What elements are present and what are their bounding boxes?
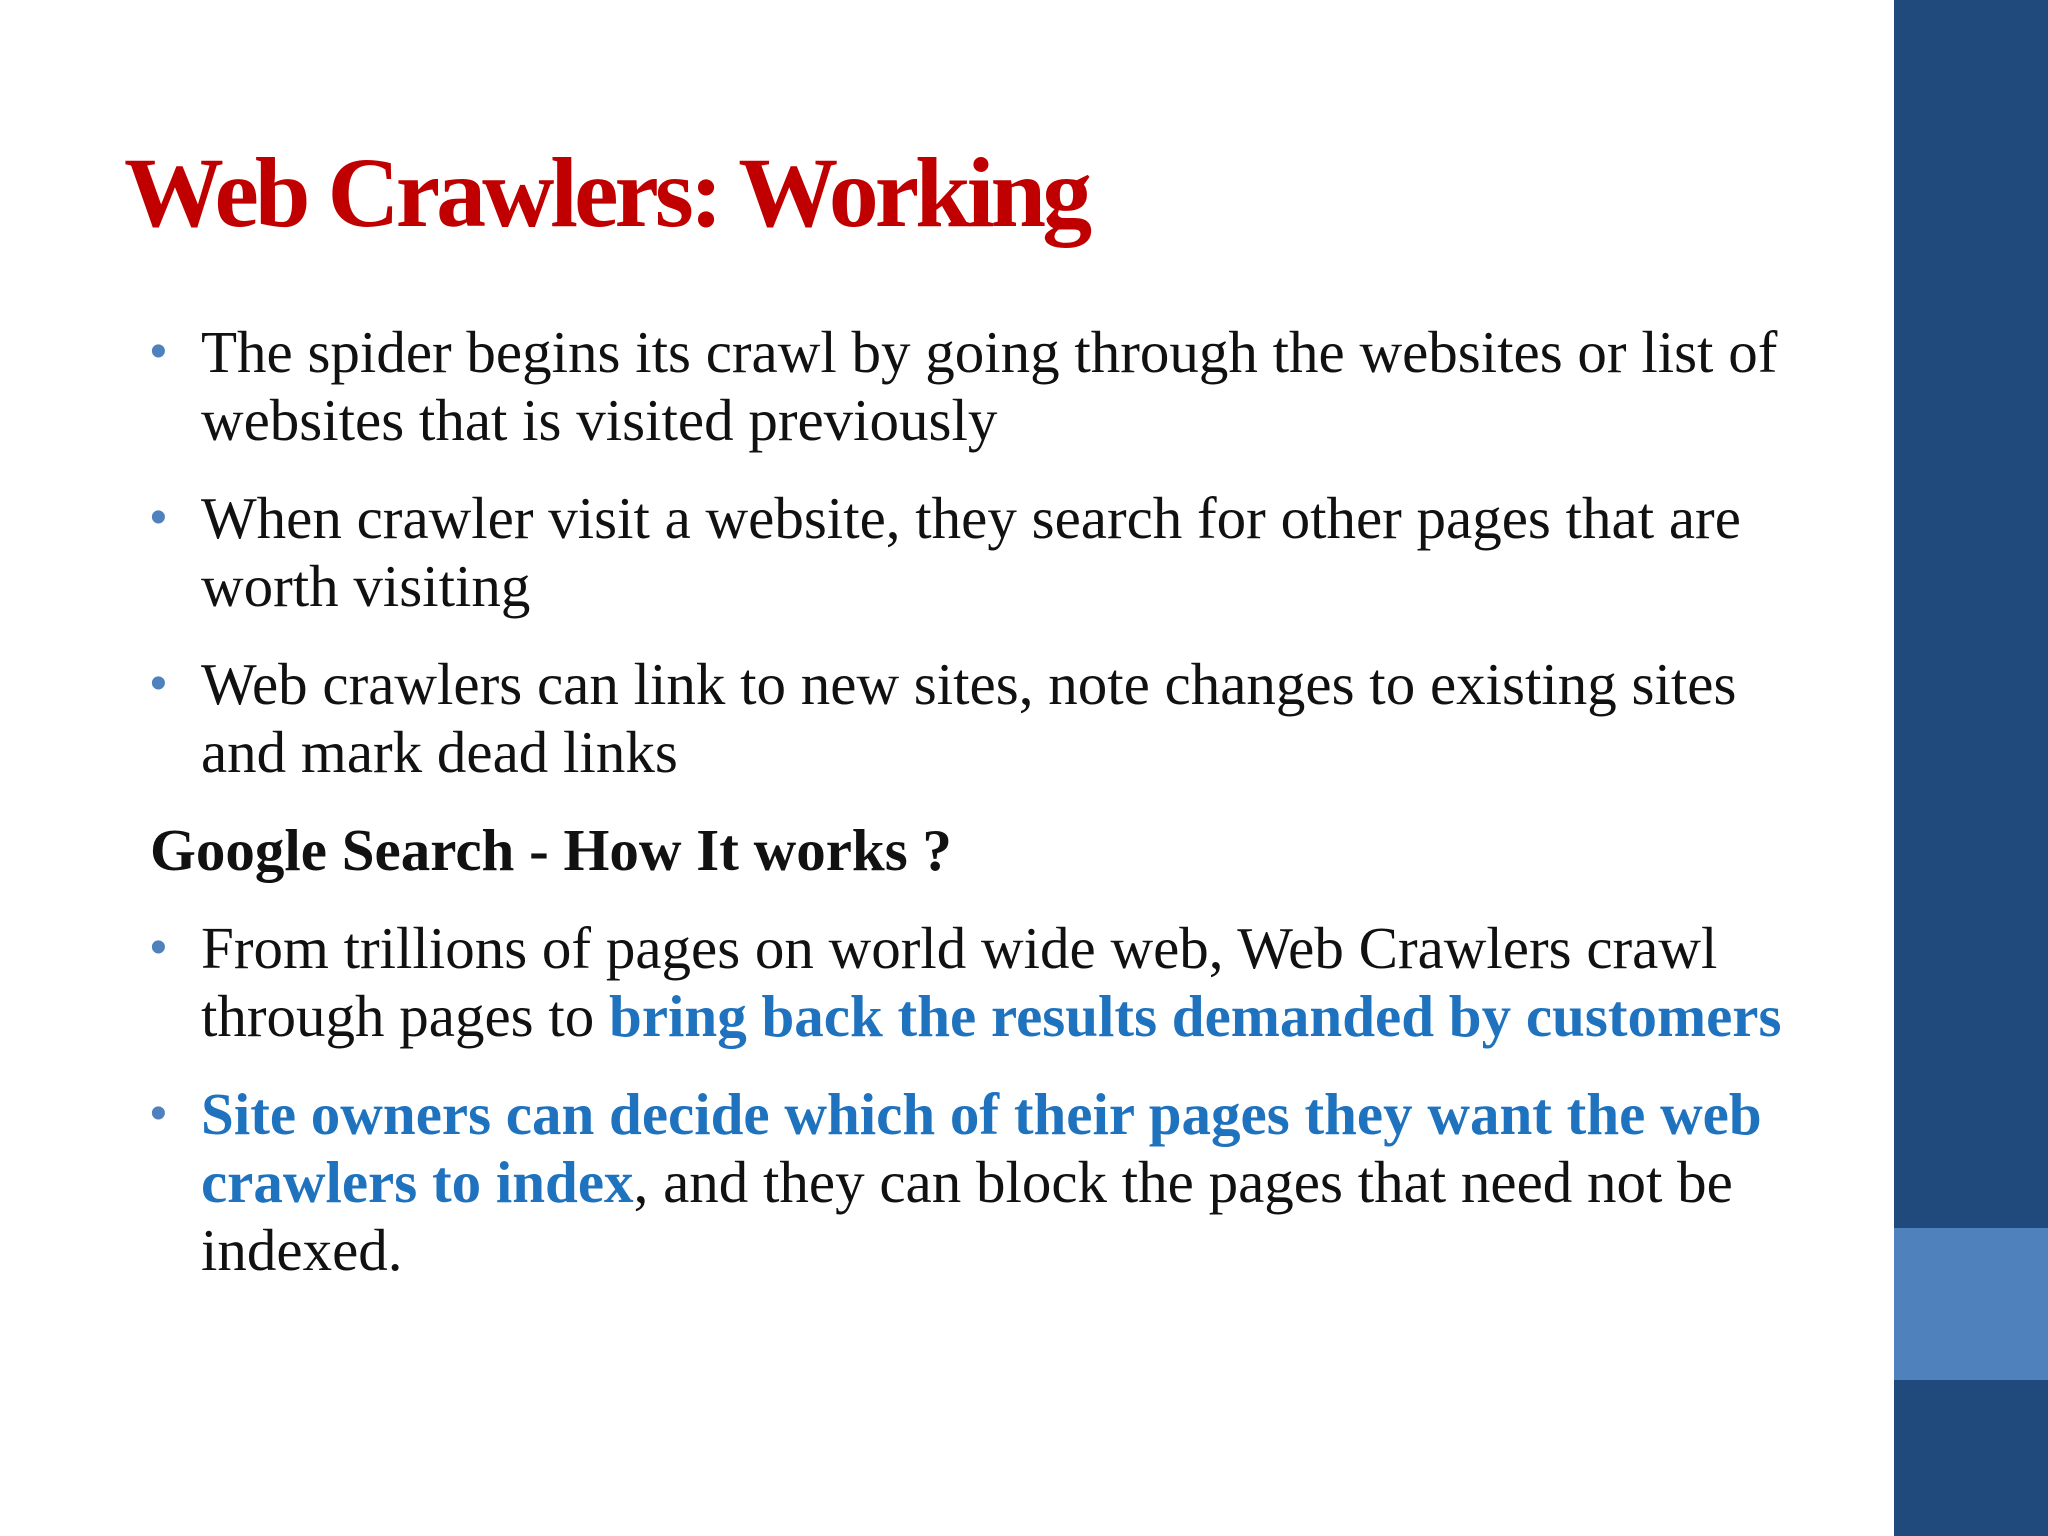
- bullet-item: [150, 1080, 1790, 1284]
- bullet-icon: •: [150, 921, 167, 974]
- section-heading: Google Search - How It works ?: [150, 817, 952, 883]
- bullet-text: , and they can block the pages that need not be indexed.: [201, 1149, 1733, 1283]
- bullet-item: [150, 484, 1790, 620]
- sidebar-accent-block: [1894, 1228, 2048, 1380]
- bullet-icon: •: [150, 1087, 167, 1140]
- bullet-icon: •: [150, 325, 167, 378]
- bullet-item: [150, 318, 1790, 454]
- bullet-text: When crawler visit a website, they search for other pages that are worth visiting: [201, 485, 1741, 619]
- highlighted-text: Site owners can decide which of their pages they want the web crawlers to index: [201, 1081, 1762, 1215]
- bullet-text: Web crawlers can link to new sites, note changes to existing sites and mark dead links: [201, 651, 1737, 785]
- bullet-item: [150, 650, 1790, 786]
- highlighted-text: bring back the results demanded by customers: [609, 983, 1782, 1049]
- slide-title: Web Crawlers: Working: [124, 137, 1089, 248]
- bullet-text: From trillions of pages on world wide web, Web Crawlers crawl through pages to: [201, 915, 1718, 1049]
- bullet-text: The spider begins its crawl by going through the websites or list of websites that is visited previously: [201, 319, 1778, 453]
- bullet-item: [150, 914, 1790, 1050]
- slide-content: [150, 318, 1790, 1314]
- bullet-icon: •: [150, 657, 167, 710]
- bullet-icon: •: [150, 491, 167, 544]
